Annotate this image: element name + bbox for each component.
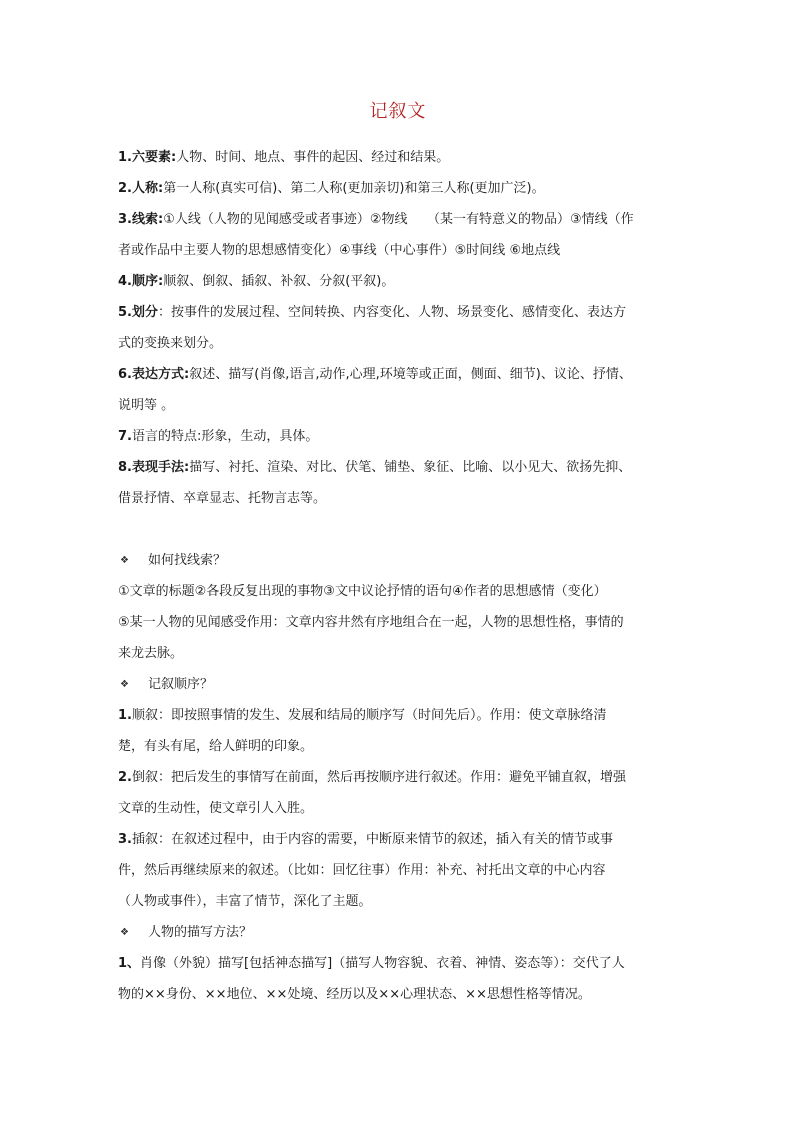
item-number: 2.: [118, 770, 132, 785]
body-line: [118, 824, 678, 855]
item-text: 人物、时间、地点、事件的起因、经过和结果。: [176, 150, 450, 165]
body-line: 来龙去脉。: [118, 646, 184, 661]
item-number: 1.六要素:: [118, 150, 177, 165]
item-number: 1.: [118, 708, 132, 723]
item-line: [118, 359, 678, 390]
diamond-bullet-icon: ❖: [120, 679, 129, 690]
item-line: [118, 173, 678, 204]
item-text: 式的变换来划分。: [118, 336, 223, 351]
item-text: 物的××身份、××地位、××处境、经历以及××心理状态、××思想性格等情况。: [118, 987, 591, 1002]
item-number: 4.顺序:: [118, 274, 164, 289]
body-line: [118, 793, 678, 824]
item-line: [118, 483, 678, 514]
item-text: 借景抒情、卒章显志、托物言志等。: [118, 491, 327, 506]
item-number: 3.线索:: [118, 212, 164, 227]
item-line: [118, 390, 678, 421]
blank-line: [118, 514, 678, 545]
item-text: 肖像（外貌）描写[包括神态描写]（描写人物容貌、衣着、神情、姿态等）：交代了人: [140, 956, 625, 971]
body-line: [118, 731, 678, 762]
item-text: ：按事件的发展过程、空间转换、内容变化、人物、场景变化、感情变化、表达方: [157, 305, 626, 320]
item-text: 倒叙：把后发生的事情写在前面，然后再按顺序进行叙述。作用：避免平铺直叙，增强: [131, 770, 626, 785]
item-text: 描写、衬托、渲染、对比、伏笔、铺垫、象征、比喻、以小见大、欲扬先抑、: [189, 460, 632, 475]
item-text: 语言的特点:形象，生动，具体。: [131, 429, 319, 444]
item-number: 2.人称:: [118, 181, 164, 196]
item-text: 者或作品中主要人物的思想感情变化）④事线（中心事件）⑤时间线 ⑥地点线: [118, 243, 561, 258]
item-number: 6.表达方式:: [118, 367, 190, 382]
item-text: ①人线（人物的见闻感受或者事迹）②物线 （某一有特意义的物品）③情线（作: [163, 212, 634, 227]
body-line: [118, 855, 678, 886]
section-heading-clues: [118, 545, 678, 576]
item-text: 说明等 。: [118, 398, 175, 413]
item-line: [118, 142, 678, 173]
diamond-bullet-icon: ❖: [120, 927, 129, 938]
item-line: [118, 266, 678, 297]
section-heading-description: [118, 917, 678, 948]
section-heading-text: 人物的描写方法？: [148, 925, 253, 940]
body-line: [118, 886, 678, 917]
item-text: 件，然后再继续原来的叙述。（比如：回忆往事）作用：补充、衬托出文章的中心内容: [118, 863, 606, 878]
item-number: 1、: [118, 956, 141, 971]
item-text: 顺叙：即按照事情的发生、发展和结局的顺序写（时间先后）。作用：使文章脉络清: [131, 708, 607, 723]
item-text: 插叙：在叙述过程中，由于内容的需要，中断原来情节的叙述，插入有关的情节或事: [131, 832, 613, 847]
body-line: [118, 700, 678, 731]
item-text: （人物或事件），丰富了情节，深化了主题。: [118, 894, 372, 909]
document-page: [118, 96, 678, 1010]
item-number: 7.: [118, 429, 132, 444]
item-number: 3.: [118, 832, 132, 847]
item-text: 顺叙、倒叙、插叙、补叙、分叙(平叙)。: [163, 274, 395, 289]
section-heading-text: 如何找线索？: [148, 553, 227, 568]
item-text: 楚，有头有尾，给人鲜明的印象。: [118, 739, 314, 754]
item-number: 8.表现手法:: [118, 460, 190, 475]
item-text: 叙述、描写(肖像,语言,动作,心理,环境等或正面，侧面、细节)、议论、抒情、: [189, 367, 632, 382]
section-heading-order: [118, 669, 678, 700]
body-line: ⑤某一人物的见闻感受作用：文章内容井然有序地组合在一起，人物的思想性格，事情的: [118, 615, 624, 630]
document-title: 记叙文: [369, 101, 427, 122]
item-line: [118, 421, 678, 452]
section-heading-text: 记叙顺序？: [148, 677, 214, 692]
body-line: [118, 948, 678, 979]
item-line: [118, 204, 678, 235]
body-line: [118, 979, 678, 1010]
item-line: [118, 235, 678, 266]
body-line: ①文章的标题②各段反复出现的事物③文中议论抒情的语句④作者的思想感情（变化）: [118, 584, 607, 599]
item-text: 文章的生动性，使文章引人入胜。: [118, 801, 314, 816]
item-line: [118, 297, 678, 328]
item-line: [118, 452, 678, 483]
item-text: 第一人称(真实可信)、第二人称(更加亲切)和第三人称(更加广泛)。: [163, 181, 545, 196]
body-line: [118, 762, 678, 793]
item-number: 5.划分: [118, 305, 158, 320]
diamond-bullet-icon: ❖: [120, 555, 129, 566]
item-line: [118, 328, 678, 359]
